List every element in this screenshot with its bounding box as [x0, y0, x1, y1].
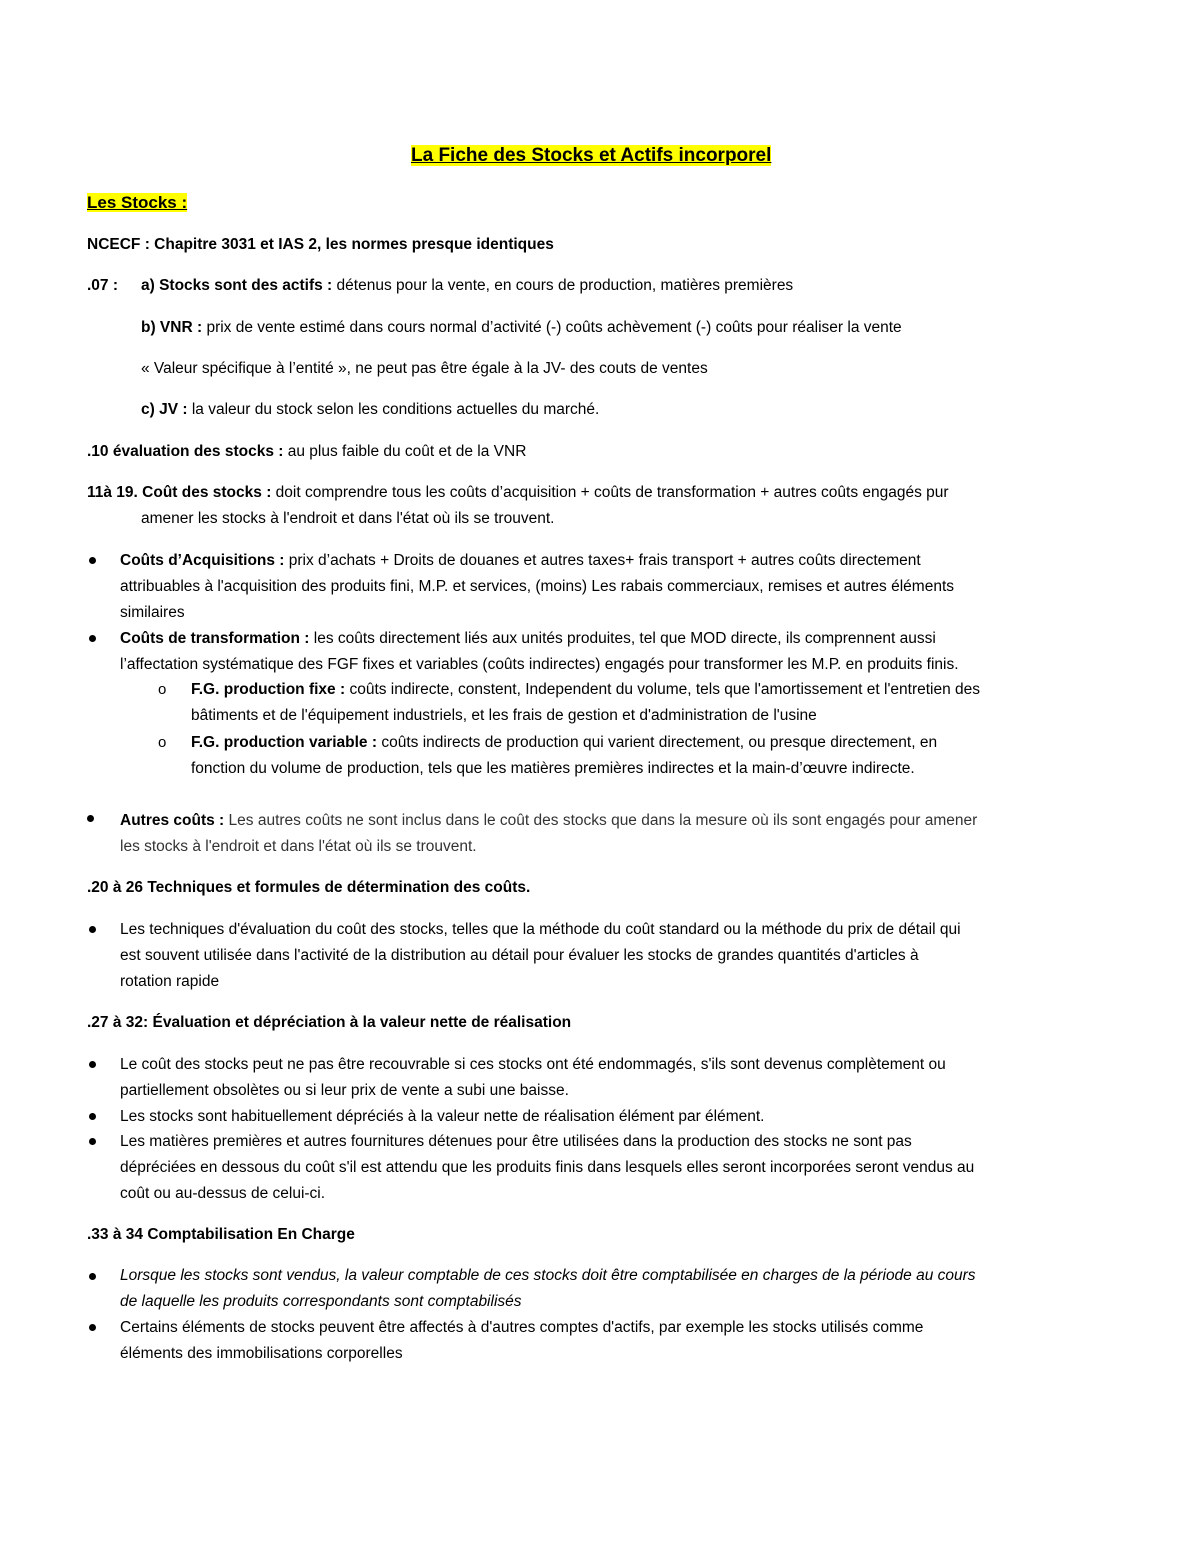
p27-b3-line3: coût ou au-dessus de celui-ci.: [120, 1185, 326, 1202]
p20-line3: rotation rapide: [120, 973, 220, 990]
p07-b-note: « Valeur spécifique à l’entité », ne peut pas être égale à la JV- des couts de ventes: [141, 360, 708, 377]
p27-b1-line2: partiellement obsolètes ou si leur prix de vente a subi une baisse.: [120, 1082, 569, 1099]
fix-line1: F.G. production fixe : coûts indirecte, constent, Independent du volume, tels que l'amortissement et l'entretien des: [191, 681, 981, 698]
p07-b: b) VNR : prix de vente estimé dans cours normal d’activité (-) coûts achèvement (-) coûts pour réaliser la vente: [141, 319, 902, 336]
p33-b1-line2: de laquelle les produits correspondants sont comptabilisés: [120, 1293, 522, 1310]
page-title: La Fiche des Stocks et Actifs incorporel: [411, 145, 772, 166]
var-line2: fonction du volume de production, tels que les matières premières indirectes et la main-d’œuvre indirecte.: [191, 760, 915, 777]
ncecf-line: NCECF : Chapitre 3031 et IAS 2, les normes presque identiques: [87, 236, 554, 253]
circle-bullet-icon: o: [158, 681, 167, 698]
bullet-icon: [89, 926, 96, 933]
p27-b3-line2: dépréciées en dessous du coût s'il est attendu que les produits finis dans lesquels elles seront incorporées seront vendus au: [120, 1159, 975, 1176]
p27-heading: .27 à 32: Évaluation et dépréciation à la valeur nette de réalisation: [87, 1014, 572, 1031]
bullet-icon: [89, 557, 96, 564]
bullet-icon: [89, 1273, 96, 1280]
p11-line1: 11à 19. Coût des stocks : doit comprendre tous les coûts d’acquisition + coûts de transformation + autres coûts engagés pur: [87, 484, 949, 501]
p27-b1-line1: Le coût des stocks peut ne pas être recouvrable si ces stocks ont été endommagés, s'ils sont devenus complètement ou: [120, 1056, 946, 1073]
aut-line2: les stocks à l'endroit et dans l'état où ils se trouvent.: [120, 838, 477, 855]
p33-b2-line1: Certains éléments de stocks peuvent être affectés à d'autres comptes d'actifs, par exemple les stocks utilisés comme: [120, 1319, 924, 1336]
circle-bullet-icon: o: [158, 734, 167, 751]
p27-b2-line1: Les stocks sont habituellement dépréciés à la valeur nette de réalisation élément par élément.: [120, 1108, 765, 1125]
bullet-icon: [89, 1113, 96, 1120]
p33-b1-line1: Lorsque les stocks sont vendus, la valeur comptable de ces stocks doit être comptabilisée en charges de la période au cours: [120, 1267, 976, 1284]
bullet-icon: [89, 635, 96, 642]
section-heading-stocks: Les Stocks :: [87, 193, 188, 212]
p10-line: .10 évaluation des stocks : au plus faible du coût et de la VNR: [87, 443, 527, 460]
p20-line2: est souvent utilisée dans l'activité de la distribution au détail pour évaluer les stocks de grandes quantités d'articles à: [120, 947, 919, 964]
var-line1: F.G. production variable : coûts indirects de production qui varient directement, ou presque directement, en: [191, 734, 938, 751]
acq-line2: attribuables à l'acquisition des produits fini, M.P. et services, (moins) Les rabais commerciaux, remises et autres éléments: [120, 578, 954, 595]
p33-heading: .33 à 34 Comptabilisation En Charge: [87, 1226, 355, 1243]
tr-line2: l’affectation systématique des FGF fixes et variables (coûts indirectes) engagés pour transformer les M.P. en produits finis.: [120, 656, 959, 673]
bullet-icon: [87, 815, 94, 822]
p20-line1: Les techniques d'évaluation du coût des stocks, telles que la méthode du coût standard ou la méthode du prix de détail qui: [120, 921, 961, 938]
acq-line3: similaires: [120, 604, 185, 621]
bullet-icon: [89, 1061, 96, 1068]
p11-line2: amener les stocks à l'endroit et dans l'état où ils se trouvent.: [141, 510, 555, 527]
p33-b2-line2: éléments des immobilisations corporelles: [120, 1345, 403, 1362]
bullet-icon: [89, 1324, 96, 1331]
p07-number: .07 :: [87, 277, 119, 294]
fix-line2: bâtiments et de l'équipement industriels, et les frais de gestion et d'administration de l'usine: [191, 707, 817, 724]
p27-b3-line1: Les matières premières et autres fournitures détenues pour être utilisées dans la production des stocks ne sont pas: [120, 1133, 912, 1150]
p20-heading: .20 à 26 Techniques et formules de détermination des coûts.: [87, 879, 531, 896]
p07-a: a) Stocks sont des actifs : détenus pour la vente, en cours de production, matières premières: [141, 277, 794, 294]
p07-c: c) JV : la valeur du stock selon les conditions actuelles du marché.: [141, 401, 600, 418]
acq-line1: Coûts d’Acquisitions : prix d’achats + Droits de douanes et autres taxes+ frais transport + autres coûts directement: [120, 552, 921, 569]
bullet-icon: [89, 1138, 96, 1145]
aut-line1: Autres coûts : Les autres coûts ne sont inclus dans le coût des stocks que dans la mesure où ils sont engagés pour amener: [120, 812, 978, 829]
tr-line1: Coûts de transformation : les coûts directement liés aux unités produites, tel que MOD directe, ils comprennent aussi: [120, 630, 936, 647]
